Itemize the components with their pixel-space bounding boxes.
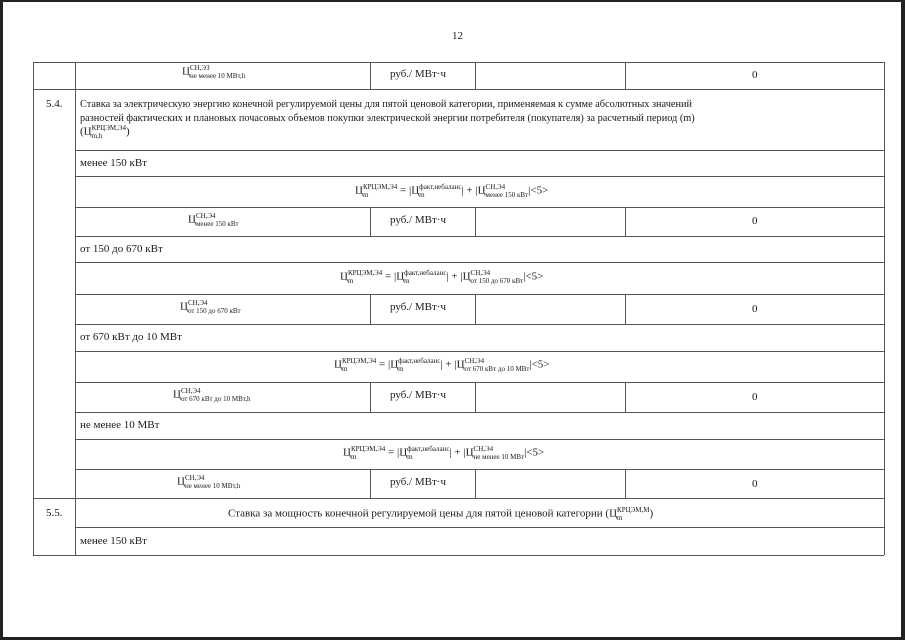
band-label: менее 150 кВт [80,157,147,169]
band-label: от 150 до 670 кВт [80,243,163,255]
rule [75,351,884,352]
formula: ЦКРЦЭМ,Э4 m = |Цфакт,небаланс m | + |ЦСН,Э4 менее 150 кВт|<5> [355,183,549,199]
rule [75,469,884,470]
section-title-symbol: (ЦКРЦЭМ,Э4 m,h ) [80,124,130,140]
unit-cell: руб./ МВт·ч [390,476,446,488]
rule [75,150,884,151]
rule [75,294,884,295]
rule [75,207,884,208]
rule [75,412,884,413]
band-label: от 670 кВт до 10 МВт [80,331,182,343]
rule [75,176,884,177]
rule [475,62,476,89]
rule [625,469,626,498]
rule [370,207,371,236]
value-cell: 0 [752,69,758,81]
rate-symbol: ЦСН,ЭЗ не менее 10 МВт,h [182,64,246,80]
rule [33,62,884,63]
unit-cell: руб./ МВт·ч [390,68,446,80]
section-title: Ставка за мощность конечной регулируемой цены для пятой ценовой категории (ЦКРЦЭМ,М m ) [228,506,654,522]
rule [625,382,626,412]
value-cell: 0 [752,478,758,490]
rule [33,498,884,499]
page-number: 12 [452,30,463,42]
unit-cell: руб./ МВт·ч [390,301,446,313]
rule [75,527,884,528]
scan-border-top [0,0,905,2]
band-label: не менее 10 МВт [80,419,160,431]
section-title-line: Ставка за электрическую энергию конечной регулируемой цены для пятой ценовой категории, применяемая к сумме абсолютных значений [80,99,692,110]
value-cell: 0 [752,303,758,315]
section-title-line: разностей фактических и плановых почасовых объемов покупки электрической энергии потребителя (покупателя) за расчетный период (m) [80,113,695,124]
rule [75,262,884,263]
rule [75,324,884,325]
rule [75,439,884,440]
rule [33,555,884,556]
section-number: 5.4. [46,98,63,110]
rule [75,62,76,555]
rule [475,207,476,236]
rule [370,382,371,412]
band-label: менее 150 кВт [80,535,147,547]
rate-symbol: ЦСН,Э4 менее 150 кВт [188,212,239,228]
rule [33,89,884,90]
rule [75,382,884,383]
rate-symbol: ЦСН,Э4 от 150 до 670 кВт [180,299,241,315]
rule [625,62,626,89]
rule [475,382,476,412]
rate-symbol: ЦСН,Э4 не менее 10 МВт,h [177,474,241,490]
rule [884,62,885,555]
rule [370,62,371,89]
unit-cell: руб./ МВт·ч [390,389,446,401]
unit-cell: руб./ МВт·ч [390,214,446,226]
rule [33,62,34,555]
scan-border-left [0,0,3,640]
section-number: 5.5. [46,507,63,519]
rule [625,207,626,236]
rate-symbol: ЦСН,Э4 от 670 кВт до 10 МВт,h [173,387,251,403]
formula: ЦКРЦЭМ,Э4 m = |Цфакт,небаланс m | + |ЦСН,Э4 от 150 до 670 кВт|<5> [340,269,544,285]
rule [625,294,626,324]
value-cell: 0 [752,215,758,227]
value-cell: 0 [752,391,758,403]
rule [370,469,371,498]
formula: ЦКРЦЭМ,Э4 m = |Цфакт,небаланс m | + |ЦСН,Э4 от 670 кВт до 10 МВт|<5> [334,357,550,373]
rule [370,294,371,324]
rule [475,294,476,324]
formula: ЦКРЦЭМ,Э4 m = |Цфакт,небаланс m | + |ЦСН,Э4 не менее 10 МВт|<5> [343,445,545,461]
rule [475,469,476,498]
scan-border-right [901,0,905,640]
rule [75,236,884,237]
